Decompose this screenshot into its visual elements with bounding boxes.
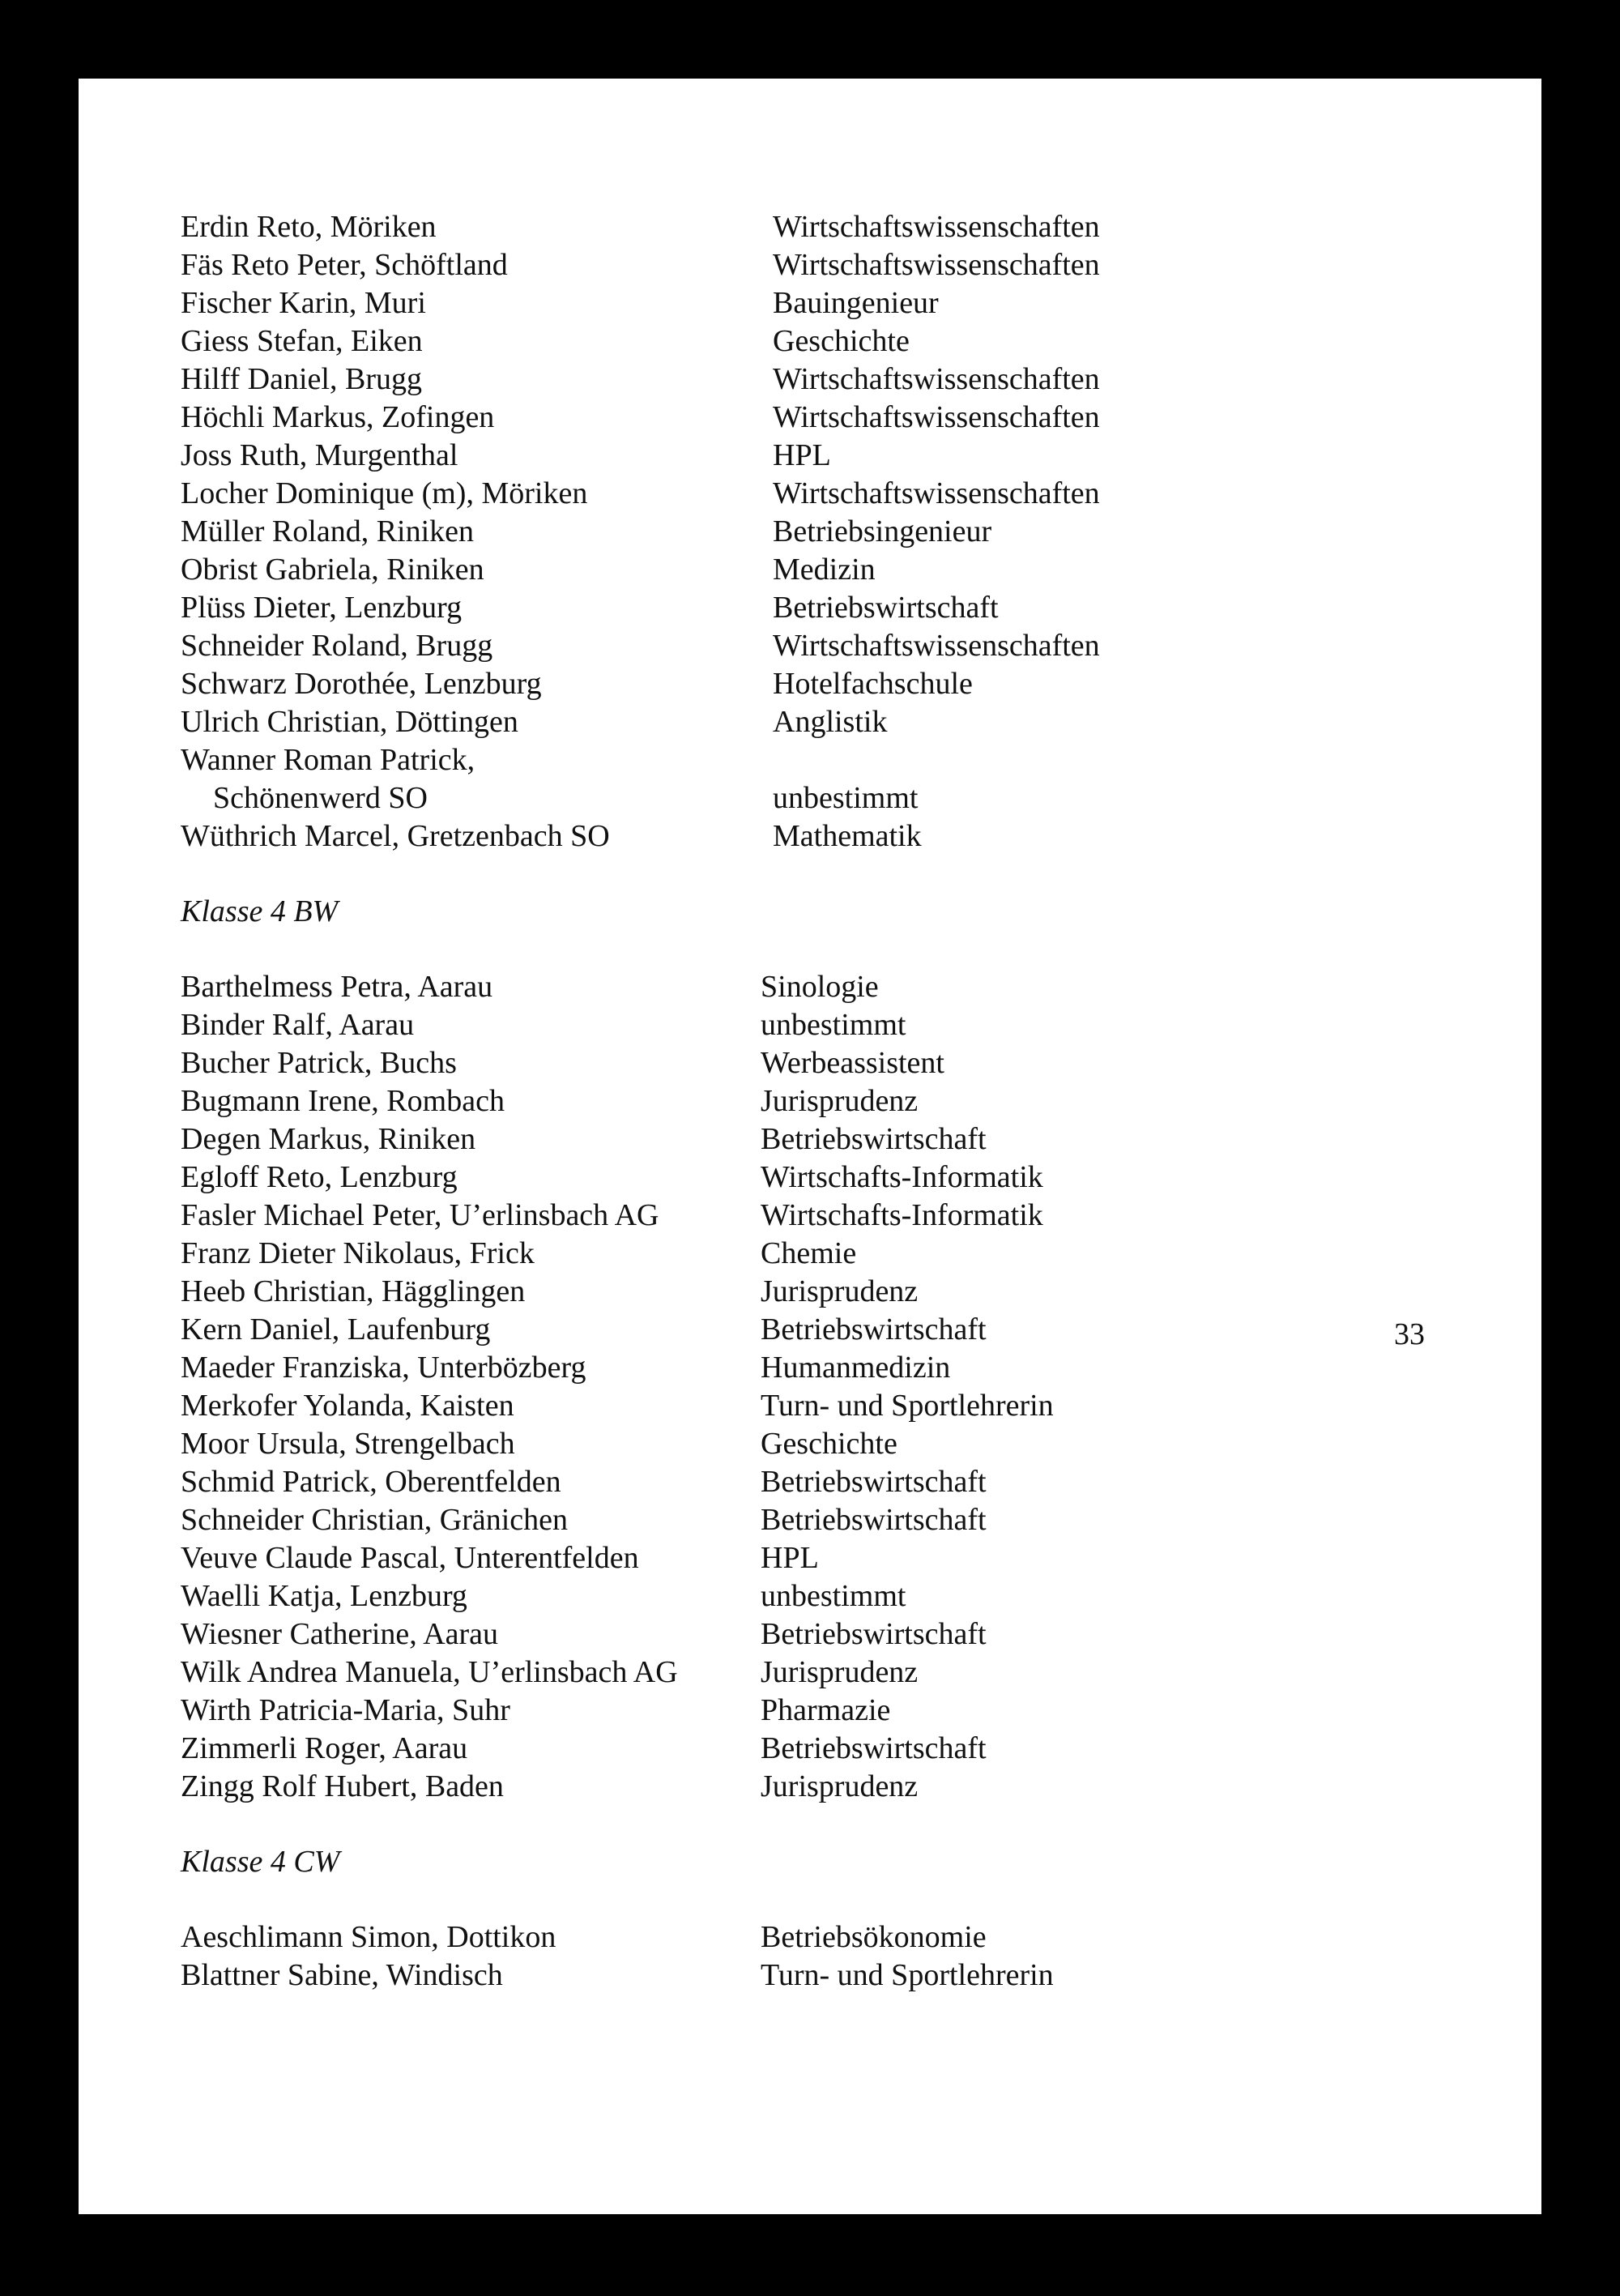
list-item: [181, 1501, 1477, 1539]
student-name: Fischer Karin, Muri: [181, 286, 426, 320]
student-name: Schneider Roland, Brugg: [181, 629, 493, 663]
student-name-continuation: Schönenwerd SO: [213, 781, 428, 815]
study-subject: Jurisprudenz: [761, 1084, 919, 1118]
section-4cw-list: [181, 1918, 1477, 1995]
section-heading-4cw: Klasse 4 CW: [181, 1845, 340, 1879]
student-name: Fäs Reto Peter, Schöftland: [181, 248, 508, 282]
study-subject: Betriebswirtschaft: [761, 1312, 987, 1346]
list-item: [181, 627, 1477, 665]
study-subject: Jurisprudenz: [761, 1274, 919, 1308]
page-number: 33: [1394, 1317, 1425, 1351]
list-item: [181, 1044, 1477, 1082]
list-item: [181, 399, 1477, 437]
student-name: Binder Ralf, Aarau: [181, 1008, 415, 1042]
student-name: Franz Dieter Nikolaus, Frick: [181, 1236, 535, 1270]
list-item: [181, 1692, 1477, 1730]
list-item: [181, 208, 1477, 246]
study-subject: Betriebswirtschaft: [773, 591, 999, 625]
study-subject: Turn- und Sportlehrerin: [761, 1389, 1054, 1423]
list-item: [181, 703, 1477, 741]
study-subject: Betriebsökonomie: [761, 1920, 987, 1954]
study-subject: unbestimmt: [773, 781, 919, 815]
list-item: [181, 513, 1477, 551]
student-name: Schmid Patrick, Oberentfelden: [181, 1465, 561, 1499]
study-subject: Betriebsingenieur: [773, 514, 992, 548]
study-subject: Wirtschaftswissenschaften: [773, 476, 1100, 510]
student-name: Merkofer Yolanda, Kaisten: [181, 1389, 514, 1423]
student-name: Giess Stefan, Eiken: [181, 324, 423, 358]
student-name: Wilk Andrea Manuela, U’erlinsbach AG: [181, 1655, 678, 1689]
student-name: Bugmann Irene, Rombach: [181, 1084, 505, 1118]
study-subject: Pharmazie: [761, 1693, 891, 1727]
student-name: Egloff Reto, Lenzburg: [181, 1160, 458, 1194]
list-item: [181, 589, 1477, 627]
list-item: [181, 1120, 1477, 1159]
student-name: Blattner Sabine, Windisch: [181, 1958, 503, 1992]
study-subject: Jurisprudenz: [761, 1769, 919, 1803]
study-subject: Wirtschaftswissenschaften: [773, 248, 1100, 282]
study-subject: Turn- und Sportlehrerin: [761, 1958, 1054, 1992]
list-item: [181, 1082, 1477, 1120]
student-name-block: [181, 741, 773, 817]
study-subject: unbestimmt: [761, 1579, 906, 1613]
study-subject: Betriebswirtschaft: [761, 1465, 987, 1499]
list-item: [181, 968, 1477, 1006]
study-subject: Chemie: [761, 1236, 857, 1270]
list-item: [181, 1311, 1477, 1349]
list-item: [181, 1577, 1477, 1615]
list-item: [181, 741, 1477, 817]
study-subject: Mathematik: [773, 819, 922, 853]
study-subject: Wirtschafts-Informatik: [761, 1198, 1043, 1232]
student-name: Fasler Michael Peter, U’erlinsbach AG: [181, 1198, 659, 1232]
student-name: Hilff Daniel, Brugg: [181, 362, 422, 396]
student-list: [181, 208, 1477, 1995]
study-subject: Geschichte: [773, 324, 910, 358]
student-name: Bucher Patrick, Buchs: [181, 1046, 457, 1080]
section-4bw-list: [181, 968, 1477, 1806]
study-subject: Werbeassistent: [761, 1046, 944, 1080]
list-item: [181, 1539, 1477, 1577]
list-item: [181, 1730, 1477, 1768]
student-name: Wirth Patricia-Maria, Suhr: [181, 1693, 510, 1727]
student-name: Locher Dominique (m), Möriken: [181, 476, 588, 510]
list-item: [181, 1387, 1477, 1425]
student-name: Kern Daniel, Laufenburg: [181, 1312, 491, 1346]
student-name: Schwarz Dorothée, Lenzburg: [181, 667, 542, 701]
student-name: Moor Ursula, Strengelbach: [181, 1427, 515, 1461]
list-item: [181, 437, 1477, 475]
student-name: Barthelmess Petra, Aarau: [181, 970, 493, 1004]
list-item: [181, 1197, 1477, 1235]
list-item: [181, 1159, 1477, 1197]
study-subject: Betriebswirtschaft: [761, 1503, 987, 1537]
student-name: Veuve Claude Pascal, Unterentfelden: [181, 1541, 639, 1575]
list-item: [181, 475, 1477, 513]
student-name: Höchli Markus, Zofingen: [181, 400, 495, 434]
section-heading-4bw: Klasse 4 BW: [181, 894, 339, 928]
student-name: Degen Markus, Riniken: [181, 1122, 476, 1156]
study-subject: unbestimmt: [761, 1008, 906, 1042]
list-item: [181, 1654, 1477, 1692]
student-name: Obrist Gabriela, Riniken: [181, 553, 484, 587]
student-name: Zingg Rolf Hubert, Baden: [181, 1769, 504, 1803]
study-subject: Betriebswirtschaft: [761, 1731, 987, 1765]
study-subject: Wirtschaftswissenschaften: [773, 362, 1100, 396]
list-item: [181, 322, 1477, 361]
study-subject: Betriebswirtschaft: [761, 1122, 987, 1156]
student-name: Waelli Katja, Lenzburg: [181, 1579, 467, 1613]
list-item: [181, 1918, 1477, 1957]
list-item: [181, 1006, 1477, 1044]
study-subject: Medizin: [773, 553, 876, 587]
study-subject: HPL: [773, 438, 831, 472]
study-subject: Bauingenieur: [773, 286, 939, 320]
student-name: Aeschlimann Simon, Dottikon: [181, 1920, 556, 1954]
section-4aw-list: [181, 208, 1477, 856]
study-subject: HPL: [761, 1541, 819, 1575]
student-name: Müller Roland, Riniken: [181, 514, 475, 548]
study-subject: Wirtschaftswissenschaften: [773, 400, 1100, 434]
study-subject: Wirtschafts-Informatik: [761, 1160, 1043, 1194]
study-subject: Anglistik: [773, 705, 888, 739]
student-name: Erdin Reto, Möriken: [181, 210, 437, 244]
list-item: [181, 665, 1477, 703]
study-subject: Geschichte: [761, 1427, 897, 1461]
study-subject: Hotelfachschule: [773, 667, 973, 701]
student-name: Schneider Christian, Gränichen: [181, 1503, 569, 1537]
list-item: [181, 361, 1477, 399]
list-item: [181, 1349, 1477, 1387]
student-name: Maeder Franziska, Unterbözberg: [181, 1351, 586, 1385]
list-item: [181, 246, 1477, 284]
study-subject: Wirtschaftswissenschaften: [773, 210, 1100, 244]
list-item: [181, 817, 1477, 856]
student-name: Wanner Roman Patrick,: [181, 743, 475, 777]
list-item: [181, 1273, 1477, 1311]
student-name: Wiesner Catherine, Aarau: [181, 1617, 499, 1651]
list-item: [181, 551, 1477, 589]
list-item: [181, 1615, 1477, 1654]
list-item: [181, 1768, 1477, 1806]
list-item: [181, 1425, 1477, 1463]
student-name: Wüthrich Marcel, Gretzenbach SO: [181, 819, 610, 853]
study-subject: Sinologie: [761, 970, 879, 1004]
list-item: [181, 1957, 1477, 1995]
list-item: [181, 1463, 1477, 1501]
list-item: [181, 284, 1477, 322]
study-subject: Betriebswirtschaft: [761, 1617, 987, 1651]
list-item: [181, 1235, 1477, 1273]
student-name: Heeb Christian, Hägglingen: [181, 1274, 526, 1308]
study-subject: Jurisprudenz: [761, 1655, 919, 1689]
student-name: Zimmerli Roger, Aarau: [181, 1731, 468, 1765]
study-subject: Wirtschaftswissenschaften: [773, 629, 1100, 663]
student-name: Plüss Dieter, Lenzburg: [181, 591, 463, 625]
study-subject: Humanmedizin: [761, 1351, 951, 1385]
page: [79, 79, 1541, 2214]
student-name: Joss Ruth, Murgenthal: [181, 438, 458, 472]
student-name: Ulrich Christian, Döttingen: [181, 705, 518, 739]
